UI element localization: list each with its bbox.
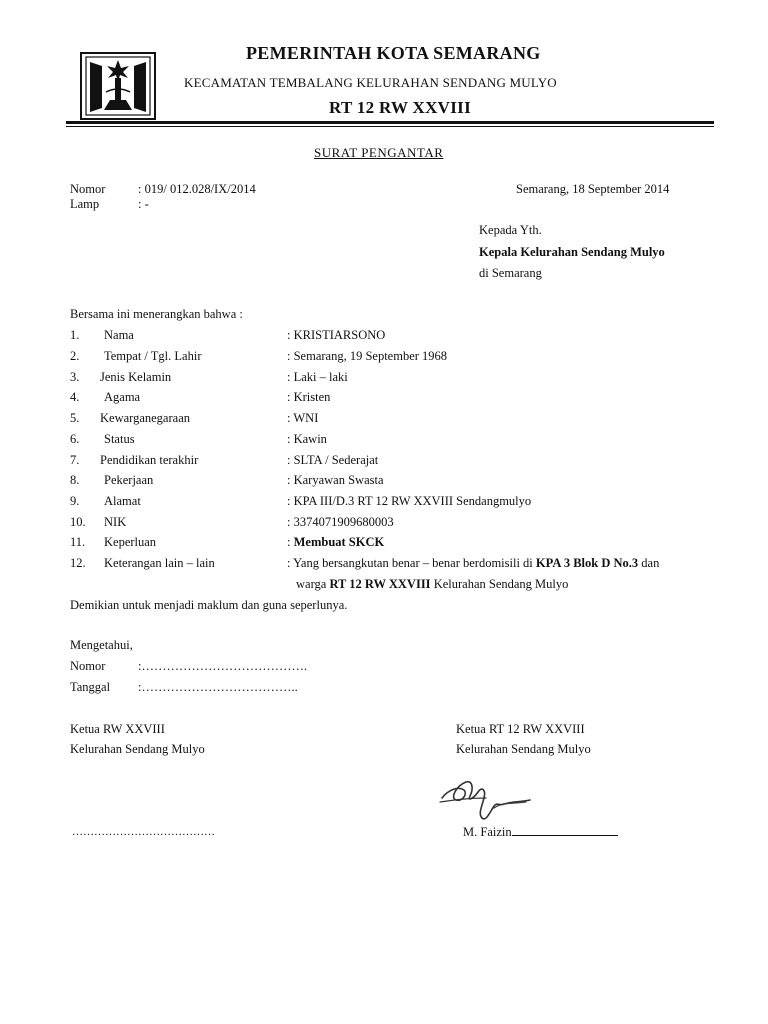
header-unit: RT 12 RW XXVIII xyxy=(329,98,472,117)
recipient-line1: Kepada Yth. xyxy=(479,223,542,237)
ack-tanggal-label: Tanggal xyxy=(70,680,111,694)
item-label: Status xyxy=(104,432,135,446)
item-no: 10. xyxy=(70,515,86,529)
purpose-highlight: Membuat SKCK xyxy=(293,535,385,549)
item-value: : Laki – laki xyxy=(287,370,348,384)
item-no: 7. xyxy=(70,453,80,467)
lamp-label: Lamp xyxy=(70,197,100,211)
handwritten-signature xyxy=(434,768,554,830)
header-rule-thick xyxy=(66,121,714,124)
city-crest-logo xyxy=(80,52,156,120)
ack-tanggal-value: :……………………………….. xyxy=(138,680,298,694)
item-value: : Karyawan Swasta xyxy=(287,473,384,487)
item-no: 11. xyxy=(70,535,86,549)
recipient-line2: Kepala Kelurahan Sendang Mulyo xyxy=(479,245,665,259)
item-no: 1. xyxy=(70,328,80,342)
left-signer-org: Kelurahan Sendang Mulyo xyxy=(70,742,205,756)
item-no: 12. xyxy=(70,556,86,570)
item-value: : Yang bersangkutan benar – benar berdomisili di KPA 3 Blok D No.3 dan xyxy=(287,556,660,570)
item-label: Keterangan lain – lain xyxy=(104,556,215,570)
item-value-continued: warga RT 12 RW XXVIII Kelurahan Sendang Mulyo xyxy=(296,577,569,591)
acknowledge-title: Mengetahui, xyxy=(70,638,133,652)
item-value: : Kawin xyxy=(287,432,327,446)
item-value: : WNI xyxy=(287,411,319,425)
item-label: Kewarganegaraan xyxy=(100,411,190,425)
item-label: Pekerjaan xyxy=(104,473,154,487)
item-no: 4. xyxy=(70,390,80,404)
header-title: PEMERINTAH KOTA SEMARANG xyxy=(246,43,541,63)
header-rule-thin xyxy=(66,126,714,127)
item-no: 9. xyxy=(70,494,80,508)
right-signer-title: Ketua RT 12 RW XXVIII xyxy=(456,722,585,736)
item-value: : 3374071909680003 xyxy=(287,515,394,529)
nomor-label: Nomor xyxy=(70,182,106,196)
item-no: 5. xyxy=(70,411,80,425)
intro-text: Bersama ini menerangkan bahwa : xyxy=(70,307,243,321)
right-signer-name: M. Faizin xyxy=(463,824,618,840)
recipient-line3: di Semarang xyxy=(479,266,542,280)
nomor-value: : 019/ 012.028/IX/2014 xyxy=(138,182,256,196)
letter-date: Semarang, 18 September 2014 xyxy=(516,182,670,196)
item-label: Jenis Kelamin xyxy=(100,370,172,384)
header-subtitle: KECAMATAN TEMBALANG KELURAHAN SENDANG MULYO xyxy=(184,75,557,90)
left-signer-name: ………………………………… xyxy=(72,826,215,838)
item-no: 3. xyxy=(70,370,80,384)
item-label: Keperluan xyxy=(104,535,157,549)
ack-nomor-value: :…………………………………. xyxy=(138,659,308,673)
left-signer-title: Ketua RW XXVIII xyxy=(70,722,165,736)
right-signer-org: Kelurahan Sendang Mulyo xyxy=(456,742,591,756)
lamp-value: : - xyxy=(138,197,149,211)
item-label: Pendidikan terakhir xyxy=(100,453,199,467)
item-value: : KRISTIARSONO xyxy=(287,328,386,342)
document-title: SURAT PENGANTAR xyxy=(314,145,444,160)
item-value: : Semarang, 19 September 1968 xyxy=(287,349,448,363)
item-value: : Membuat SKCK xyxy=(287,535,385,549)
item-label: NIK xyxy=(104,515,127,529)
item-value: : KPA III/D.3 RT 12 RW XXVIII Sendangmulyo xyxy=(287,494,532,508)
item-no: 2. xyxy=(70,349,80,363)
item-no: 6. xyxy=(70,432,80,446)
signature-line xyxy=(512,824,618,836)
ack-nomor-label: Nomor xyxy=(70,659,106,673)
closing-text: Demikian untuk menjadi maklum dan guna seperlunya. xyxy=(70,598,348,612)
item-label: Alamat xyxy=(104,494,141,508)
item-label: Tempat / Tgl. Lahir xyxy=(104,349,202,363)
item-label: Agama xyxy=(104,390,141,404)
item-no: 8. xyxy=(70,473,80,487)
item-value: : SLTA / Sederajat xyxy=(287,453,379,467)
item-label: Nama xyxy=(104,328,134,342)
item-value: : Kristen xyxy=(287,390,331,404)
